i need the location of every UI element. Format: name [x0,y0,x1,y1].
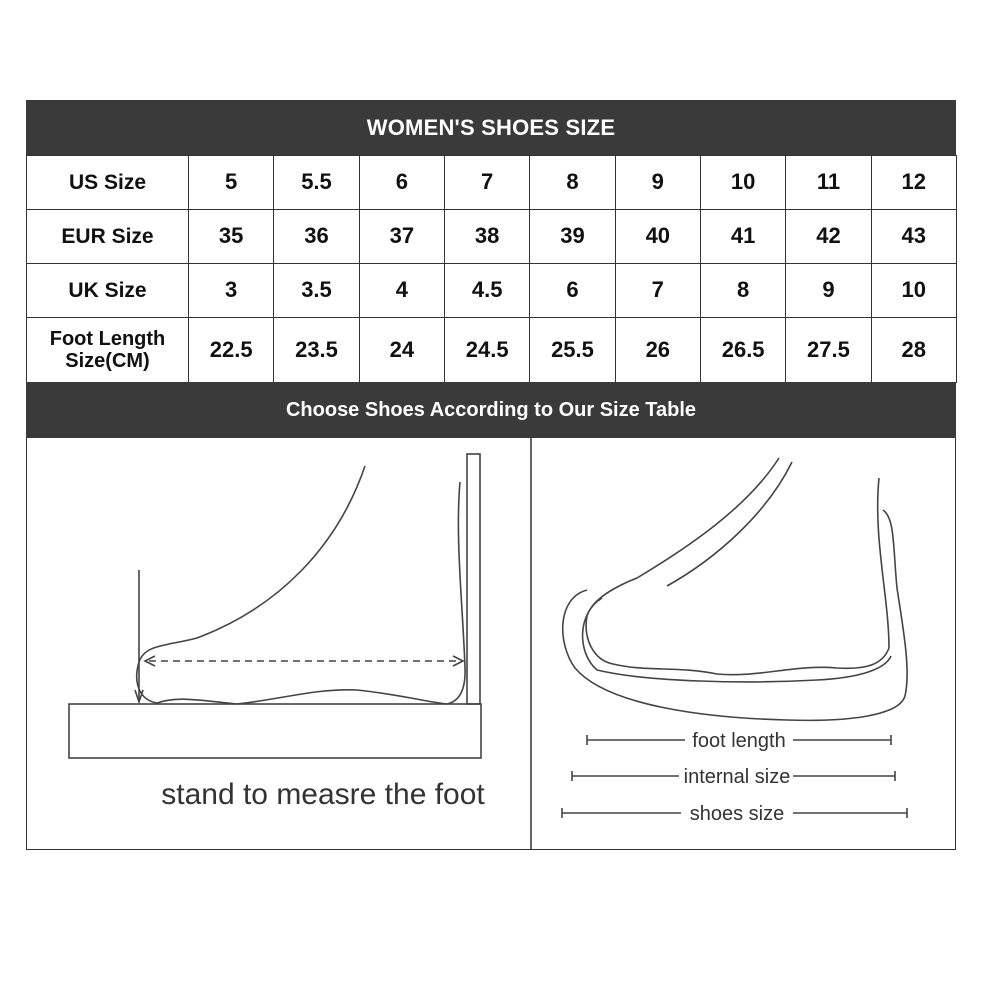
table-cell: 10 [871,264,956,318]
table-cell: 5.5 [274,156,359,210]
heel-outline [447,482,465,704]
table-cell: 23.5 [274,318,359,383]
shoes-size-label: shoes size [689,803,785,825]
table-cell: 40 [615,210,700,264]
table-cell: 8 [530,156,615,210]
measurement-illustrations [26,438,956,850]
table-row-us [27,156,957,210]
table-cell: 12 [871,156,956,210]
table-cell: 10 [700,156,785,210]
table-cell: 41 [700,210,785,264]
table-cell: 4.5 [444,264,529,318]
size-chart [26,100,956,850]
table-cell: 7 [444,156,529,210]
table-cell: 6 [359,156,444,210]
table-cell: 36 [274,210,359,264]
title-band [26,100,956,155]
table-cell: 28 [871,318,956,383]
table-cell: 24.5 [444,318,529,383]
table-cell: 39 [530,210,615,264]
table-cell: 35 [189,210,274,264]
floor-board [69,704,481,758]
size-table [26,155,957,383]
table-cell: 38 [444,210,529,264]
table-cell: 6 [530,264,615,318]
table-cell: 9 [615,156,700,210]
table-cell: 22.5 [189,318,274,383]
row-header-uk: UK Size [27,264,189,318]
foot-length-label: foot length [692,730,786,752]
shoe-foot-top [586,458,779,664]
shoe-figure [562,458,907,818]
table-cell: 9 [786,264,871,318]
subtitle-band [26,382,956,438]
shoe-inner-outline [583,598,891,682]
row-header-line: Size(CM) [65,350,150,372]
wall-board [467,454,480,704]
chart-title: WOMEN'S SHOES SIZE [366,114,616,140]
table-cell: 37 [359,210,444,264]
sole-outline [157,690,447,704]
shoe-outer-outline [563,510,907,720]
row-header-foot-length [27,318,189,383]
illustration-svg [27,438,957,850]
internal-size-label: internal size [683,766,791,788]
row-header-us: US Size [27,156,189,210]
table-row-eur [27,210,957,264]
table-cell: 11 [786,156,871,210]
shoe-foot-sole [613,648,889,675]
table-cell: 27.5 [786,318,871,383]
foot-top-outline [137,466,365,703]
table-cell: 42 [786,210,871,264]
row-header-eur: EUR Size [27,210,189,264]
table-cell: 3 [189,264,274,318]
chart-subtitle: Choose Shoes According to Our Size Table [285,398,697,421]
table-cell: 43 [871,210,956,264]
row-header-line: Foot Length [49,328,166,350]
table-cell: 24 [359,318,444,383]
table-cell: 26 [615,318,700,383]
table-cell: 3.5 [274,264,359,318]
table-cell: 25.5 [530,318,615,383]
shoe-heel-line [878,478,889,648]
shoe-collar-line [667,462,792,586]
table-cell: 8 [700,264,785,318]
table-cell: 26.5 [700,318,785,383]
table-cell: 7 [615,264,700,318]
foot-measure-figure [69,454,481,758]
table-cell: 4 [359,264,444,318]
table-row-foot-length [27,318,957,383]
table-row-uk [27,264,957,318]
table-cell: 5 [189,156,274,210]
left-caption: stand to measre the foot [161,778,485,811]
